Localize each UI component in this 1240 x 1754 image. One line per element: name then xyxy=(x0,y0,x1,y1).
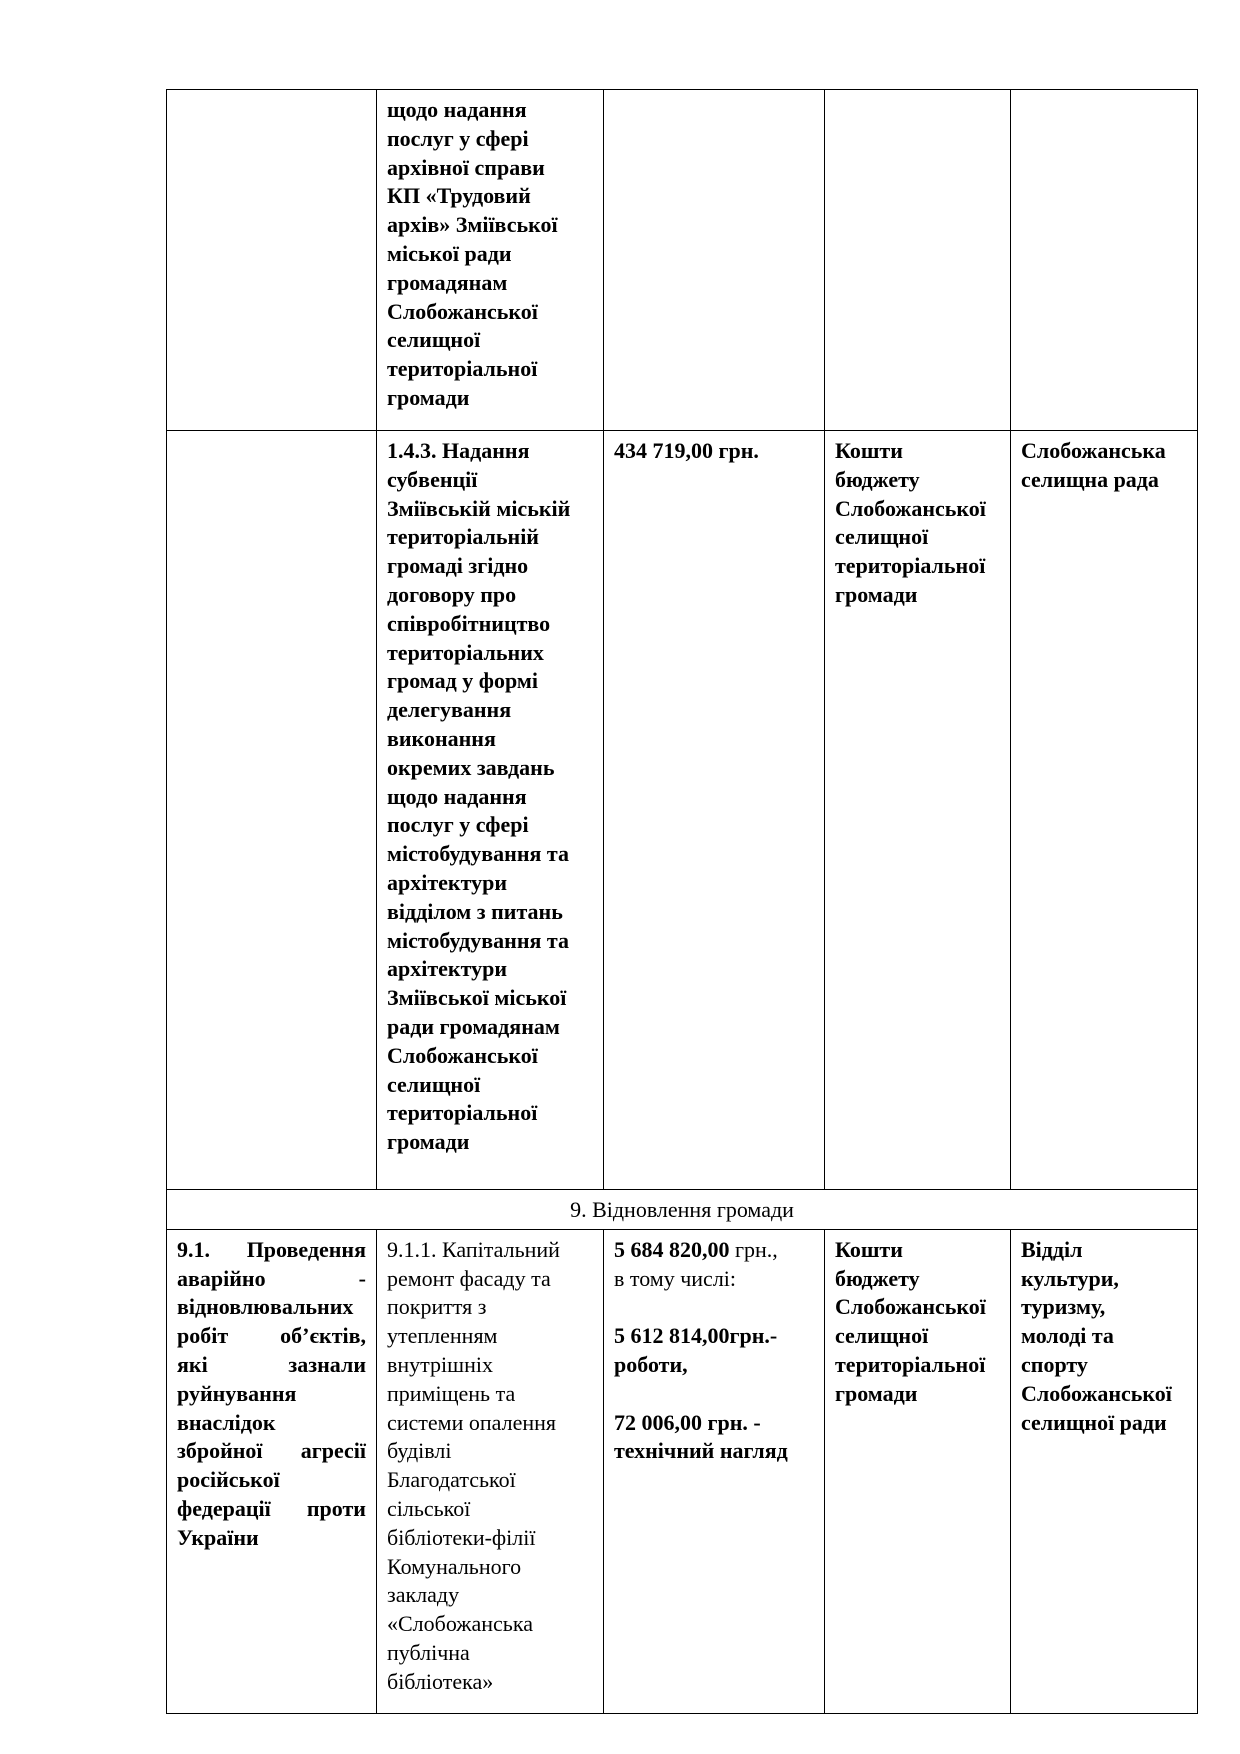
amount-total-suffix: грн., в тому числі: xyxy=(614,1236,778,1291)
funding-source-cell xyxy=(825,90,1011,431)
activity-text: 1.4.3. Надання субвенції Зміївській міській територіальній громаді згідно договору про співробітництво територіальних громад у формі делегування виконання окремих завдань щодо надання послуг у сфері містобудування та архітектури відділом з питань містобудування та архітектури Зміївської міської ради громадянам Слобожанської селищної територіальної громади xyxy=(387,438,571,1155)
funding-source-cell xyxy=(825,431,1011,1190)
amount-cell xyxy=(604,90,825,431)
measure-line: 9.1. Проведення xyxy=(177,1236,366,1262)
measure-line: руйнування xyxy=(177,1380,297,1406)
measure-line: відновлювальних xyxy=(177,1294,354,1320)
funding-source-text: Кошти бюджету Слобожанської селищної територіальної громади xyxy=(835,1236,986,1406)
amount-text: 434 719,00 грн. xyxy=(614,438,759,463)
amount-cell xyxy=(604,431,825,1190)
executor-cell xyxy=(1011,1229,1198,1713)
amount-works: 5 612 814,00грн.- роботи, xyxy=(614,1323,778,1377)
amount-cell xyxy=(604,1229,825,1713)
activity-cell xyxy=(377,1229,604,1713)
measure-cell xyxy=(167,1229,377,1713)
program-table xyxy=(166,89,1198,1714)
activity-text: щодо надання послуг у сфері архівної справи КП «Трудовий архів» Зміївської міської ради громадянам Слобожанської селищної територіальної громади xyxy=(387,97,558,410)
activity-cell xyxy=(377,431,604,1190)
executor-cell xyxy=(1011,431,1198,1190)
amount-total-value: 5 684 820,00 xyxy=(614,1236,730,1262)
activity-text: 9.1.1. Капітальний ремонт фасаду та покриття з утепленням внутрішніх приміщень та системи опалення будівлі Благодатської сільської бібліотеки-філії Комунального закладу «Слобожанська публічна бібліотека» xyxy=(387,1236,560,1694)
section-row xyxy=(167,1190,1198,1230)
measure-line: федерації проти xyxy=(177,1495,366,1521)
measure-text xyxy=(177,1236,366,1553)
measure-line: аварійно - xyxy=(177,1265,366,1291)
table-row xyxy=(167,1229,1198,1713)
funding-source-cell xyxy=(825,1229,1011,1713)
measure-line: робіт об’єктів, xyxy=(177,1323,366,1349)
funding-source-text: Кошти бюджету Слобожанської селищної територіальної громади xyxy=(835,438,986,607)
executor-text: Слобожанська селищна рада xyxy=(1021,438,1166,492)
executor-cell xyxy=(1011,90,1198,431)
table-row xyxy=(167,431,1198,1190)
section-title: 9. Відновлення громади xyxy=(570,1197,794,1222)
measure-line: збройної агресії xyxy=(177,1438,366,1464)
table-row xyxy=(167,90,1198,431)
measure-line: України xyxy=(177,1524,259,1550)
measure-line: які зазнали xyxy=(177,1351,366,1377)
executor-text: Відділ культури, туризму, молоді та спорту Слобожанської селищної ради xyxy=(1021,1236,1172,1435)
amount-supervision: 72 006,00 грн. - технічний нагляд xyxy=(614,1409,788,1464)
measure-line: внаслідок xyxy=(177,1409,276,1435)
measure-cell xyxy=(167,431,377,1190)
measure-cell xyxy=(167,90,377,431)
measure-line: російської xyxy=(177,1467,280,1493)
section-title-cell xyxy=(167,1190,1198,1230)
amount-total xyxy=(614,1236,814,1294)
activity-cell xyxy=(377,90,604,431)
